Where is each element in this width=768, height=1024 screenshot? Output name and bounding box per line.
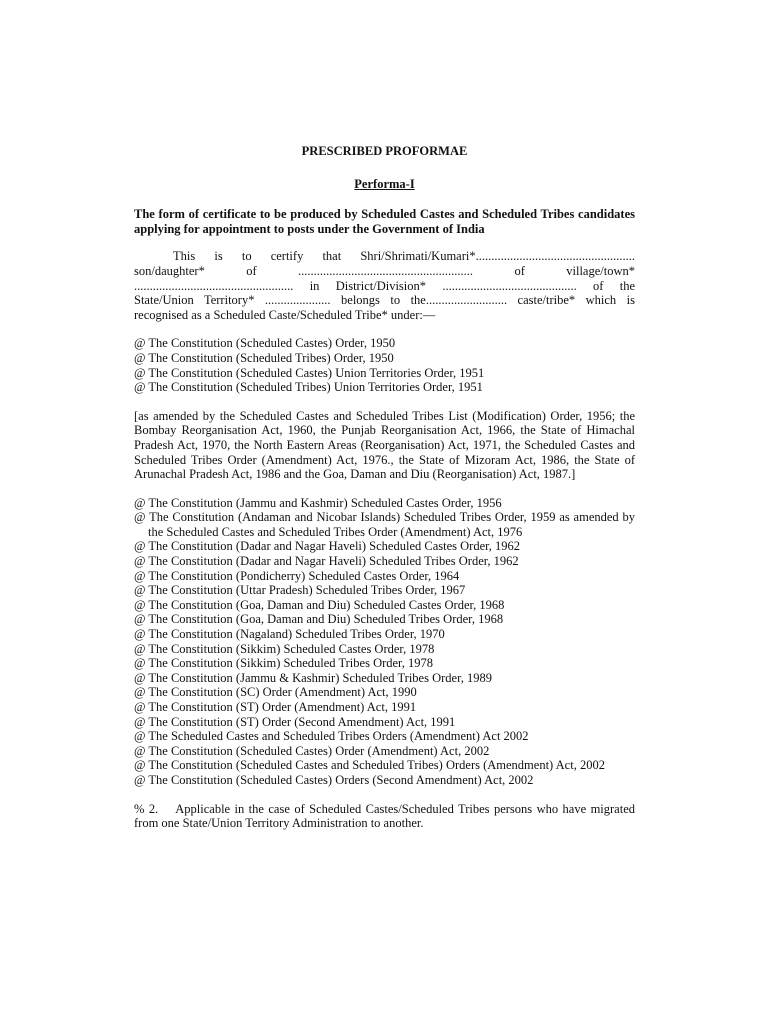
migration-note: % 2. Applicable in the case of Scheduled Castes/Scheduled Tribes persons who have migrated from one State/Union Territory Administration to another. (134, 801, 639, 831)
page-title: PRESCRIBED PROFORMAE (301, 144, 468, 158)
order-item: @ The Constitution (Pondicherry) Scheduled Castes Order, 1964 (134, 568, 460, 583)
order-item: @ The Constitution (Scheduled Tribes) Order, 1950 (134, 350, 394, 365)
intro-paragraph: The form of certificate to be produced by Scheduled Castes and Scheduled Tribes candidates applying for appointment to posts under the Government of India (134, 207, 635, 236)
order-item: @ The Constitution (Scheduled Tribes) Union Territories Order, 1951 (134, 380, 483, 395)
order-item: @ The Constitution (Scheduled Castes) Order, 1950 (134, 336, 396, 351)
order-item: @ The Constitution (SC) Order (Amendment) Act, 1990 (134, 685, 417, 700)
amendment-note: [as amended by the Scheduled Castes and Scheduled Tribes List (Modification) Order, 1956; the Bombay Reorganisation Act, 1960, the Punjab Reorganisation Act, 1966, the State of Himachal Pradesh Act, 1970, the North Eastern Areas (Reorganisation) Act, 1971, the Scheduled Castes and Scheduled Tribes Order (Amendment) Act, 1976., the State of Mizoram Act, 1986, the State of Arunachal Pradesh Act, 1986 and the Goa, Daman and Diu (Reorganisation) Act, 1987.] (134, 408, 635, 482)
order-item: @ The Constitution (ST) Order (Second Amendment) Act, 1991 (134, 714, 456, 729)
orders-list-primary (134, 336, 635, 394)
order-item: @ The Constitution (Goa, Daman and Diu) Scheduled Tribes Order, 1968 (134, 612, 504, 627)
certificate-line: This is to certify that Shri/Shrimati/Kumari*................................................... (173, 249, 635, 264)
order-item: @ The Constitution (Dadar and Nagar Haveli) Scheduled Tribes Order, 1962 (134, 554, 519, 569)
order-item: @ The Constitution (Andaman and Nicobar Islands) Scheduled Tribes Order, 1959 as amended by the Scheduled Castes and Scheduled Tribes Order (Amendment) Act, 1976 (134, 510, 635, 539)
order-item: @ The Constitution (Scheduled Castes) Union Territories Order, 1951 (134, 365, 485, 380)
certificate-line: State/Union Territory* ..................... belongs to the.......................... caste/tribe* which is (134, 293, 635, 308)
document-page (134, 144, 639, 831)
order-item: @ The Constitution (Scheduled Castes) Orders (Second Amendment) Act, 2002 (134, 772, 534, 787)
certificate-line: recognised as a Scheduled Caste/Scheduled Tribe* under:— (134, 307, 436, 322)
order-item: @ The Constitution (Sikkim) Scheduled Castes Order, 1978 (134, 641, 435, 656)
order-item: @ The Constitution (Nagaland) Scheduled Tribes Order, 1970 (134, 627, 445, 642)
form-subtitle: Performa-I (354, 176, 415, 191)
order-item: @ The Constitution (ST) Order (Amendment) Act, 1991 (134, 700, 417, 714)
order-item: @ The Scheduled Castes and Scheduled Tribes Orders (Amendment) Act 2002 (134, 729, 529, 744)
order-item: @ The Constitution (Scheduled Castes and Scheduled Tribes) Orders (Amendment) Act, 2002 (134, 758, 605, 773)
order-item: @ The Constitution (Scheduled Castes) Order (Amendment) Act, 2002 (134, 743, 490, 758)
order-item: @ The Constitution (Sikkim) Scheduled Tribes Order, 1978 (134, 656, 433, 671)
certificate-line: ................................................... in District/Division* ........................................... of the (134, 278, 635, 293)
orders-list-secondary (134, 496, 635, 788)
certificate-line: son/daughter* of ........................................................ of village/town* (134, 263, 635, 278)
certificate-text (134, 249, 635, 322)
order-item: @ The Constitution (Dadar and Nagar Haveli) Scheduled Castes Order, 1962 (134, 539, 521, 554)
order-item: @ The Constitution (Uttar Pradesh) Scheduled Tribes Order, 1967 (134, 583, 466, 598)
order-item: @ The Constitution (Goa, Daman and Diu) Scheduled Castes Order, 1968 (134, 597, 505, 612)
order-item: @ The Constitution (Jammu and Kashmir) Scheduled Castes Order, 1956 (134, 495, 502, 510)
order-item: @ The Constitution (Jammu & Kashmir) Scheduled Tribes Order, 1989 (134, 670, 492, 685)
